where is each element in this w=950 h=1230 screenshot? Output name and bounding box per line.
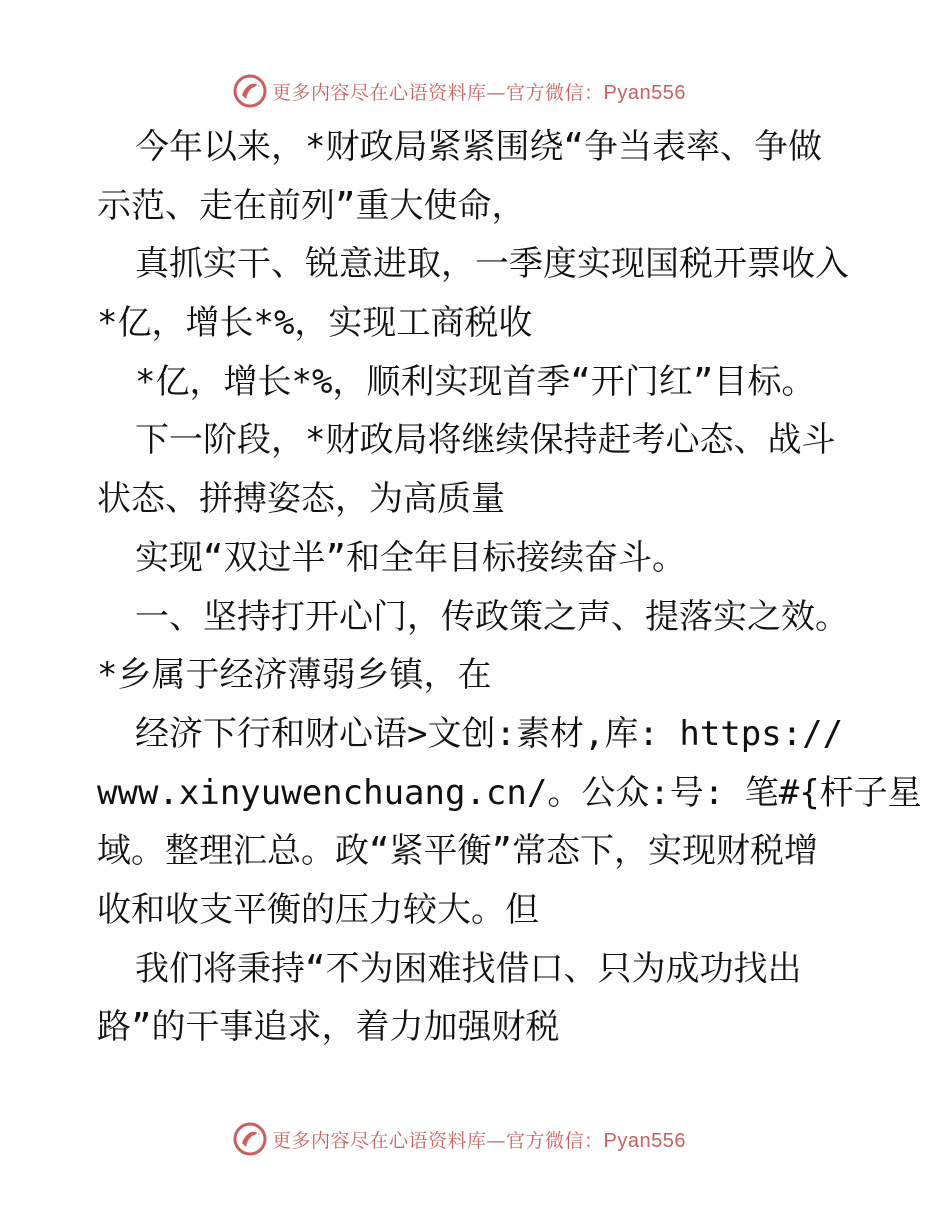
paragraph-line: 示范、走在前列”重大使命， — [97, 185, 526, 226]
footer-banner-text: 更多内容尽在心语资料库—官方微信： — [272, 1129, 604, 1152]
paragraph-line: 经济下行和财心语>文创:素材,库: https:// — [135, 713, 844, 754]
header-wechat-id: Pyan556 — [603, 81, 686, 104]
document-body — [97, 118, 922, 1057]
ribbon-logo-icon — [232, 73, 268, 109]
paragraph-line: *亿，增长*%，实现工商税收 — [97, 303, 533, 344]
footer-wechat-id: Pyan556 — [603, 1129, 686, 1152]
paragraph-line: *乡属于经济薄弱乡镇，在 — [97, 655, 492, 696]
paragraph-line: 真抓实干、锐意进取，一季度实现国税开票收入 — [135, 244, 849, 285]
header-banner-text: 更多内容尽在心语资料库—官方微信： — [272, 81, 604, 104]
paragraph-line: 一、坚持打开心门，传政策之声、提落实之效。 — [135, 596, 849, 637]
paragraph-line: 实现“双过半”和全年目标接续奋斗。 — [135, 537, 686, 578]
header-banner — [232, 72, 712, 110]
paragraph-line: *亿，增长*%，顺利实现首季“开门红”目标。 — [135, 361, 816, 402]
paragraph-line: 今年以来，*财政局紧紧围绕“争当表率、争做 — [135, 127, 822, 167]
paragraph-line: 状态、拼搏姿态，为高质量 — [97, 479, 505, 520]
paragraph-line: 下一阶段，*财政局将继续保持赶考心态、战斗 — [135, 420, 836, 461]
paragraph-line: 我们将秉持“不为困难找借口、只为成功找出 — [135, 948, 802, 989]
ribbon-logo-icon — [232, 1121, 268, 1157]
paragraph-line: 域。整理汇总。政“紧平衡”常态下，实现财税增 — [97, 831, 818, 872]
paragraph-line: www.xinyuwenchuang.cn/。公众:号: 笔#{杆子星 — [97, 772, 922, 813]
paragraph-line: 收和收支平衡的压力较大。但 — [97, 889, 539, 930]
paragraph-line: 路”的干事追求，着力加强财税 — [97, 1007, 560, 1048]
footer-banner — [232, 1120, 712, 1158]
